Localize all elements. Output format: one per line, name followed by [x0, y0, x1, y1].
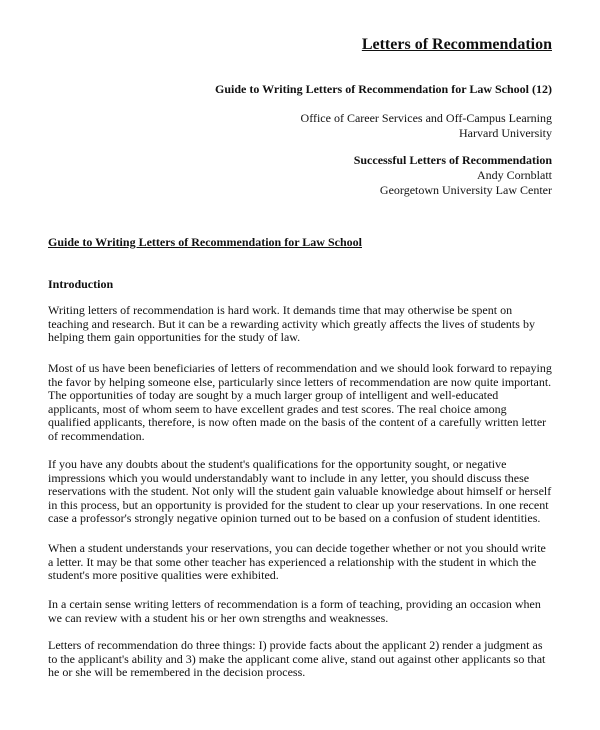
paragraph-line: impressions which you would understandably want to include in any letter, you should discuss these: [48, 470, 530, 485]
paragraph-line: The opportunities of today are sought by a much larger group of intelligent and well-educated: [48, 388, 499, 402]
paragraph-line: When a student understands your reservations, you can decide together whether or not you should write: [48, 541, 546, 555]
paragraph-line: Writing letters of recommendation is hard work. It demands time that may otherwise be spent on: [48, 303, 513, 317]
paragraph-4: [48, 458, 568, 526]
paragraph-7: [48, 639, 568, 680]
document-title: Letters of Recommendation: [361, 36, 552, 53]
paragraph-line: of recommendation.: [48, 428, 145, 443]
paragraph-line: Letters of recommendation do three things: I) provide facts about the applicant 2) render a judgment as: [48, 638, 543, 652]
paragraph-line: reservations with the student. Not only will the student gain valuable knowledge about himself or herself: [48, 484, 552, 498]
paragraph-line: in this process, but an opportunity is provided for the student to clear up your reservations. In one recent: [48, 497, 549, 512]
paragraph-line: qualified applicants, therefore, is now often made on the basis of the content of a carefully written letter: [48, 415, 547, 429]
paragraph-line: the favor by helping someone else, particularly since letters of recommendation are now quite important.: [48, 374, 552, 389]
author-affiliation: Georgetown University Law Center: [379, 183, 552, 197]
paragraph-line: he or she will be remembered in the decision process.: [48, 665, 306, 679]
paragraph-line: to the applicant's ability and 3) make the applicant come alive, stand out against other applicants so that: [48, 651, 546, 666]
paragraph-line: applicants, most of whom seem to have excellent grades and test scores. The real choice among: [48, 401, 507, 416]
paragraph-2: [48, 331, 568, 345]
author-block: [354, 153, 552, 198]
paragraph-line: case a professor's strongly negative opinion turned out to be based on a confusion of student identities.: [48, 511, 541, 525]
paragraph-line: teaching and research. But it can be a rewarding activity which greatly affects the lives of students by: [48, 316, 535, 331]
paragraph-line: we can review with a student his or her own strengths and weaknesses.: [48, 610, 389, 625]
paragraph-line: a letter. It may be that some other teacher has experienced a relationship with the student in which the: [48, 554, 537, 569]
paragraph-1: [48, 304, 568, 331]
success-title: Successful Letters of Recommendation: [353, 153, 552, 167]
author-name: Andy Cornblatt: [477, 168, 552, 182]
paragraph-3: [48, 362, 568, 443]
paragraph-5: [48, 542, 568, 583]
office-block: [301, 111, 552, 141]
paragraph-line: In a certain sense writing letters of recommendation is a form of teaching, providing an occasion when: [48, 597, 541, 611]
university-line: Harvard University: [459, 126, 552, 140]
paragraph-line: Most of us have been beneficiaries of letters of recommendation and we should look forward to repaying: [48, 361, 552, 375]
guide-subtitle: Guide to Writing Letters of Recommendation for Law School (12): [215, 82, 552, 96]
paragraph-line: student's more positive qualities were exhibited.: [48, 568, 279, 582]
paragraph-line: If you have any doubts about the student's qualifications for the opportunity sought, or negative: [48, 457, 507, 471]
paragraph-6: [48, 598, 568, 625]
intro-heading: Introduction: [48, 277, 114, 291]
office-line: Office of Career Services and Off-Campus Learning: [300, 111, 552, 125]
section-heading: Guide to Writing Letters of Recommendation for Law School: [48, 235, 362, 249]
paragraph-line: helping them gain opportunities for the study of law.: [48, 330, 301, 344]
